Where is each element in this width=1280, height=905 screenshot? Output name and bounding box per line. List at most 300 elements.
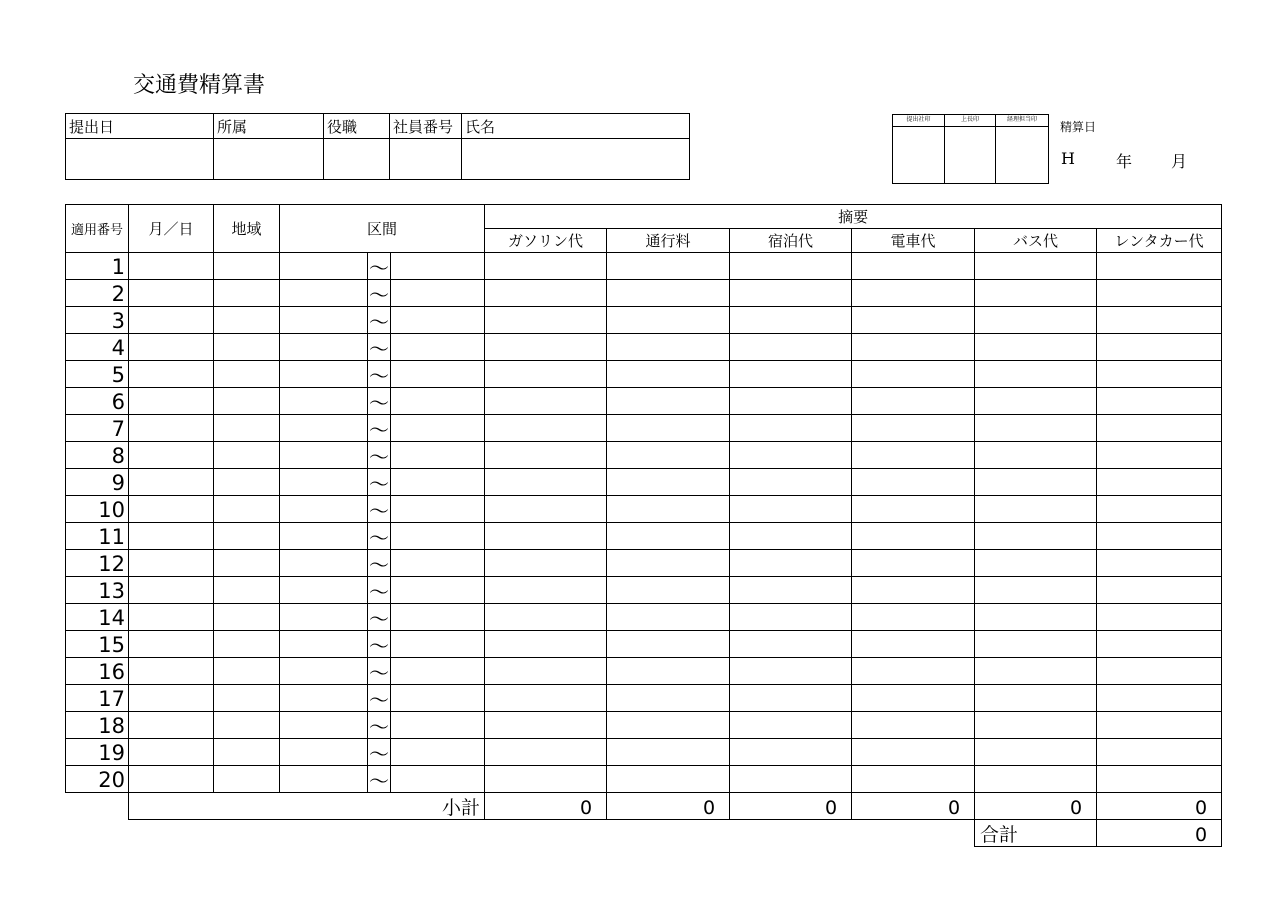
rental-car-cell[interactable] [1097, 442, 1222, 469]
section-to-cell[interactable] [391, 523, 485, 550]
header-section: 区間 [280, 205, 485, 253]
rental-car-cell[interactable] [1097, 631, 1222, 658]
lodging-cell[interactable] [730, 604, 852, 631]
gasoline-cell[interactable] [485, 307, 607, 334]
rental-car-cell[interactable] [1097, 658, 1222, 685]
gasoline-cell[interactable] [485, 280, 607, 307]
month-day-cell[interactable] [129, 712, 214, 739]
month-day-cell[interactable] [129, 523, 214, 550]
rental-car-cell[interactable] [1097, 577, 1222, 604]
table-row [66, 712, 1222, 739]
lodging-cell[interactable] [730, 361, 852, 388]
section-tilde: 〜 [368, 280, 391, 307]
row-number: 7 [66, 415, 129, 442]
header-region: 地域 [214, 205, 280, 253]
toll-cell[interactable] [607, 496, 730, 523]
header-lodging: 宿泊代 [730, 229, 852, 253]
section-from-cell[interactable] [280, 469, 368, 496]
bus-cell[interactable] [975, 442, 1097, 469]
section-to-cell[interactable] [391, 739, 485, 766]
section-from-cell[interactable] [280, 523, 368, 550]
rental-car-cell[interactable] [1097, 388, 1222, 415]
blank-cell [66, 793, 129, 820]
section-tilde: 〜 [368, 577, 391, 604]
bus-cell[interactable] [975, 550, 1097, 577]
header-gasoline: ガソリン代 [485, 229, 607, 253]
table-row [66, 685, 1222, 712]
section-from-cell[interactable] [280, 415, 368, 442]
section-from-cell[interactable] [280, 361, 368, 388]
toll-cell[interactable] [607, 739, 730, 766]
section-to-cell[interactable] [391, 361, 485, 388]
toll-cell[interactable] [607, 280, 730, 307]
table-row [66, 442, 1222, 469]
row-number: 19 [66, 739, 129, 766]
month-day-cell[interactable] [129, 496, 214, 523]
region-cell[interactable] [214, 712, 280, 739]
rental-car-cell[interactable] [1097, 523, 1222, 550]
lodging-cell[interactable] [730, 712, 852, 739]
header-train: 電車代 [852, 229, 975, 253]
accounting-stamp-label: 経理担当印 [996, 115, 1049, 127]
table-row [66, 253, 1222, 280]
train-cell[interactable] [852, 766, 975, 793]
region-cell[interactable] [214, 307, 280, 334]
month-day-cell[interactable] [129, 388, 214, 415]
train-cell[interactable] [852, 253, 975, 280]
section-to-cell[interactable] [391, 766, 485, 793]
lodging-cell[interactable] [730, 415, 852, 442]
month-day-cell[interactable] [129, 685, 214, 712]
subtotal-row [66, 793, 1222, 820]
position-label: 役職 [324, 114, 390, 139]
section-to-cell[interactable] [391, 550, 485, 577]
position-field[interactable] [324, 139, 390, 180]
gasoline-cell[interactable] [485, 253, 607, 280]
bus-cell[interactable] [975, 685, 1097, 712]
table-row [66, 739, 1222, 766]
lodging-cell[interactable] [730, 334, 852, 361]
region-cell[interactable] [214, 523, 280, 550]
region-cell[interactable] [214, 577, 280, 604]
section-to-cell[interactable] [391, 334, 485, 361]
section-tilde: 〜 [368, 388, 391, 415]
table-row [66, 496, 1222, 523]
supervisor-stamp-label: 上長印 [945, 115, 996, 127]
train-cell[interactable] [852, 712, 975, 739]
toll-cell[interactable] [607, 604, 730, 631]
train-cell[interactable] [852, 658, 975, 685]
table-row [66, 280, 1222, 307]
row-number: 9 [66, 469, 129, 496]
train-cell[interactable] [852, 739, 975, 766]
row-number: 5 [66, 361, 129, 388]
section-from-cell[interactable] [280, 550, 368, 577]
table-row [66, 577, 1222, 604]
section-tilde: 〜 [368, 442, 391, 469]
gasoline-cell[interactable] [485, 658, 607, 685]
table-row [66, 631, 1222, 658]
row-number: 1 [66, 253, 129, 280]
bus-cell[interactable] [975, 415, 1097, 442]
section-tilde: 〜 [368, 469, 391, 496]
bus-cell[interactable] [975, 739, 1097, 766]
submit-date-label: 提出日 [66, 114, 214, 139]
header-bus: バス代 [975, 229, 1097, 253]
train-cell[interactable] [852, 307, 975, 334]
lodging-cell[interactable] [730, 442, 852, 469]
region-cell[interactable] [214, 550, 280, 577]
train-cell[interactable] [852, 550, 975, 577]
name-label: 氏名 [462, 114, 690, 139]
region-cell[interactable] [214, 739, 280, 766]
rental-car-cell[interactable] [1097, 307, 1222, 334]
region-cell[interactable] [214, 415, 280, 442]
section-to-cell[interactable] [391, 280, 485, 307]
row-number: 17 [66, 685, 129, 712]
toll-cell[interactable] [607, 712, 730, 739]
section-to-cell[interactable] [391, 685, 485, 712]
gasoline-cell[interactable] [485, 739, 607, 766]
row-number: 2 [66, 280, 129, 307]
region-cell[interactable] [214, 631, 280, 658]
section-to-cell[interactable] [391, 253, 485, 280]
rental-car-cell[interactable] [1097, 712, 1222, 739]
row-number: 12 [66, 550, 129, 577]
train-cell[interactable] [852, 523, 975, 550]
submitter-stamp-box[interactable] [893, 127, 945, 184]
applicant-info-table [65, 113, 690, 180]
table-row [66, 550, 1222, 577]
section-tilde: 〜 [368, 334, 391, 361]
toll-cell[interactable] [607, 523, 730, 550]
gasoline-cell[interactable] [485, 766, 607, 793]
lodging-cell[interactable] [730, 496, 852, 523]
gasoline-cell[interactable] [485, 631, 607, 658]
rental-car-cell[interactable] [1097, 766, 1222, 793]
submitter-stamp-label: 提出社印 [893, 115, 945, 127]
lodging-cell[interactable] [730, 550, 852, 577]
bus-cell[interactable] [975, 307, 1097, 334]
row-number: 8 [66, 442, 129, 469]
bus-cell[interactable] [975, 523, 1097, 550]
gasoline-cell[interactable] [485, 496, 607, 523]
gasoline-cell[interactable] [485, 604, 607, 631]
train-cell[interactable] [852, 685, 975, 712]
row-number: 14 [66, 604, 129, 631]
department-label: 所属 [214, 114, 324, 139]
department-field[interactable] [214, 139, 324, 180]
rental-car-cell[interactable] [1097, 604, 1222, 631]
row-number: 20 [66, 766, 129, 793]
train-cell[interactable] [852, 415, 975, 442]
toll-cell[interactable] [607, 334, 730, 361]
toll-cell[interactable] [607, 469, 730, 496]
gasoline-cell[interactable] [485, 334, 607, 361]
header-month-day: 月／日 [129, 205, 214, 253]
region-cell[interactable] [214, 253, 280, 280]
section-from-cell[interactable] [280, 658, 368, 685]
region-cell[interactable] [214, 442, 280, 469]
total-label: 合計 [975, 820, 1097, 847]
section-from-cell[interactable] [280, 604, 368, 631]
month-day-cell[interactable] [129, 442, 214, 469]
month-day-cell[interactable] [129, 334, 214, 361]
subtotal-value: 0 [730, 793, 852, 820]
gasoline-cell[interactable] [485, 685, 607, 712]
section-tilde: 〜 [368, 766, 391, 793]
table-row [66, 658, 1222, 685]
section-from-cell[interactable] [280, 442, 368, 469]
table-row [66, 469, 1222, 496]
month-day-cell[interactable] [129, 550, 214, 577]
section-tilde: 〜 [368, 361, 391, 388]
toll-cell[interactable] [607, 766, 730, 793]
row-number: 10 [66, 496, 129, 523]
rental-car-cell[interactable] [1097, 280, 1222, 307]
toll-cell[interactable] [607, 685, 730, 712]
lodging-cell[interactable] [730, 577, 852, 604]
gasoline-cell[interactable] [485, 550, 607, 577]
settlement-year-label: 年 [1116, 152, 1133, 171]
section-to-cell[interactable] [391, 469, 485, 496]
section-to-cell[interactable] [391, 415, 485, 442]
section-to-cell[interactable] [391, 604, 485, 631]
month-day-cell[interactable] [129, 361, 214, 388]
rental-car-cell[interactable] [1097, 253, 1222, 280]
total-value: 0 [1097, 820, 1222, 847]
toll-cell[interactable] [607, 253, 730, 280]
gasoline-cell[interactable] [485, 577, 607, 604]
table-row [66, 523, 1222, 550]
month-day-cell[interactable] [129, 658, 214, 685]
row-number: 4 [66, 334, 129, 361]
lodging-cell[interactable] [730, 280, 852, 307]
section-from-cell[interactable] [280, 712, 368, 739]
bus-cell[interactable] [975, 469, 1097, 496]
toll-cell[interactable] [607, 361, 730, 388]
bus-cell[interactable] [975, 280, 1097, 307]
section-from-cell[interactable] [280, 631, 368, 658]
subtotal-label: 小計 [129, 793, 485, 820]
rental-car-cell[interactable] [1097, 739, 1222, 766]
region-cell[interactable] [214, 388, 280, 415]
table-row [66, 334, 1222, 361]
subtotal-value: 0 [607, 793, 730, 820]
month-day-cell[interactable] [129, 253, 214, 280]
section-from-cell[interactable] [280, 577, 368, 604]
bus-cell[interactable] [975, 631, 1097, 658]
name-field[interactable] [462, 139, 690, 180]
gasoline-cell[interactable] [485, 415, 607, 442]
section-from-cell[interactable] [280, 280, 368, 307]
train-cell[interactable] [852, 577, 975, 604]
section-tilde: 〜 [368, 739, 391, 766]
toll-cell[interactable] [607, 577, 730, 604]
header-summary: 摘要 [485, 205, 1222, 229]
lodging-cell[interactable] [730, 766, 852, 793]
section-to-cell[interactable] [391, 577, 485, 604]
train-cell[interactable] [852, 631, 975, 658]
region-cell[interactable] [214, 604, 280, 631]
section-to-cell[interactable] [391, 307, 485, 334]
region-cell[interactable] [214, 766, 280, 793]
lodging-cell[interactable] [730, 388, 852, 415]
supervisor-stamp-box[interactable] [945, 127, 996, 184]
table-row [66, 388, 1222, 415]
page-title: 交通費精算書 [133, 73, 266, 98]
section-to-cell[interactable] [391, 442, 485, 469]
bus-cell[interactable] [975, 496, 1097, 523]
gasoline-cell[interactable] [485, 442, 607, 469]
region-cell[interactable] [214, 280, 280, 307]
section-from-cell[interactable] [280, 739, 368, 766]
section-to-cell[interactable] [391, 388, 485, 415]
section-to-cell[interactable] [391, 496, 485, 523]
lodging-cell[interactable] [730, 523, 852, 550]
lodging-cell[interactable] [730, 631, 852, 658]
section-from-cell[interactable] [280, 496, 368, 523]
toll-cell[interactable] [607, 442, 730, 469]
bus-cell[interactable] [975, 658, 1097, 685]
table-row [66, 361, 1222, 388]
section-from-cell[interactable] [280, 388, 368, 415]
section-from-cell[interactable] [280, 307, 368, 334]
stamp-boxes [892, 114, 1049, 184]
lodging-cell[interactable] [730, 469, 852, 496]
toll-cell[interactable] [607, 388, 730, 415]
month-day-cell[interactable] [129, 739, 214, 766]
train-cell[interactable] [852, 496, 975, 523]
employee-number-field[interactable] [390, 139, 462, 180]
rental-car-cell[interactable] [1097, 334, 1222, 361]
bus-cell[interactable] [975, 712, 1097, 739]
section-tilde: 〜 [368, 712, 391, 739]
gasoline-cell[interactable] [485, 388, 607, 415]
section-tilde: 〜 [368, 550, 391, 577]
row-number: 15 [66, 631, 129, 658]
subtotal-value: 0 [485, 793, 607, 820]
bus-cell[interactable] [975, 253, 1097, 280]
row-number: 16 [66, 658, 129, 685]
rental-car-cell[interactable] [1097, 415, 1222, 442]
train-cell[interactable] [852, 334, 975, 361]
subtotal-value: 0 [852, 793, 975, 820]
section-from-cell[interactable] [280, 766, 368, 793]
train-cell[interactable] [852, 469, 975, 496]
table-row [66, 766, 1222, 793]
section-to-cell[interactable] [391, 658, 485, 685]
submit-date-field[interactable] [66, 139, 214, 180]
month-day-cell[interactable] [129, 577, 214, 604]
row-number: 11 [66, 523, 129, 550]
section-tilde: 〜 [368, 685, 391, 712]
section-tilde: 〜 [368, 658, 391, 685]
header-toll: 通行料 [607, 229, 730, 253]
bus-cell[interactable] [975, 388, 1097, 415]
settlement-month-label: 月 [1171, 152, 1188, 171]
total-row [66, 820, 1222, 847]
gasoline-cell[interactable] [485, 712, 607, 739]
rental-car-cell[interactable] [1097, 550, 1222, 577]
table-row [66, 415, 1222, 442]
toll-cell[interactable] [607, 550, 730, 577]
settlement-date-label: 精算日 [1060, 120, 1097, 134]
row-number: 3 [66, 307, 129, 334]
table-row [66, 307, 1222, 334]
expense-table [65, 204, 1222, 847]
header-apply-no: 適用番号 [66, 205, 129, 253]
bus-cell[interactable] [975, 766, 1097, 793]
lodging-cell[interactable] [730, 658, 852, 685]
rental-car-cell[interactable] [1097, 469, 1222, 496]
section-from-cell[interactable] [280, 253, 368, 280]
rental-car-cell[interactable] [1097, 496, 1222, 523]
lodging-cell[interactable] [730, 253, 852, 280]
region-cell[interactable] [214, 496, 280, 523]
blank-cell [66, 820, 975, 847]
toll-cell[interactable] [607, 307, 730, 334]
section-from-cell[interactable] [280, 334, 368, 361]
month-day-cell[interactable] [129, 415, 214, 442]
bus-cell[interactable] [975, 361, 1097, 388]
toll-cell[interactable] [607, 658, 730, 685]
bus-cell[interactable] [975, 334, 1097, 361]
train-cell[interactable] [852, 280, 975, 307]
train-cell[interactable] [852, 604, 975, 631]
region-cell[interactable] [214, 685, 280, 712]
region-cell[interactable] [214, 658, 280, 685]
month-day-cell[interactable] [129, 469, 214, 496]
gasoline-cell[interactable] [485, 361, 607, 388]
month-day-cell[interactable] [129, 604, 214, 631]
month-day-cell[interactable] [129, 307, 214, 334]
region-cell[interactable] [214, 334, 280, 361]
train-cell[interactable] [852, 388, 975, 415]
lodging-cell[interactable] [730, 685, 852, 712]
section-to-cell[interactable] [391, 631, 485, 658]
section-from-cell[interactable] [280, 685, 368, 712]
train-cell[interactable] [852, 361, 975, 388]
bus-cell[interactable] [975, 577, 1097, 604]
section-to-cell[interactable] [391, 712, 485, 739]
accounting-stamp-box[interactable] [996, 127, 1049, 184]
month-day-cell[interactable] [129, 766, 214, 793]
subtotal-value: 0 [975, 793, 1097, 820]
section-tilde: 〜 [368, 253, 391, 280]
gasoline-cell[interactable] [485, 523, 607, 550]
region-cell[interactable] [214, 469, 280, 496]
section-tilde: 〜 [368, 604, 391, 631]
section-tilde: 〜 [368, 496, 391, 523]
bus-cell[interactable] [975, 604, 1097, 631]
lodging-cell[interactable] [730, 739, 852, 766]
train-cell[interactable] [852, 442, 975, 469]
rental-car-cell[interactable] [1097, 361, 1222, 388]
month-day-cell[interactable] [129, 631, 214, 658]
row-number: 6 [66, 388, 129, 415]
section-tilde: 〜 [368, 415, 391, 442]
table-row [66, 604, 1222, 631]
toll-cell[interactable] [607, 415, 730, 442]
rental-car-cell[interactable] [1097, 685, 1222, 712]
toll-cell[interactable] [607, 631, 730, 658]
month-day-cell[interactable] [129, 280, 214, 307]
section-tilde: 〜 [368, 307, 391, 334]
lodging-cell[interactable] [730, 307, 852, 334]
region-cell[interactable] [214, 361, 280, 388]
gasoline-cell[interactable] [485, 469, 607, 496]
